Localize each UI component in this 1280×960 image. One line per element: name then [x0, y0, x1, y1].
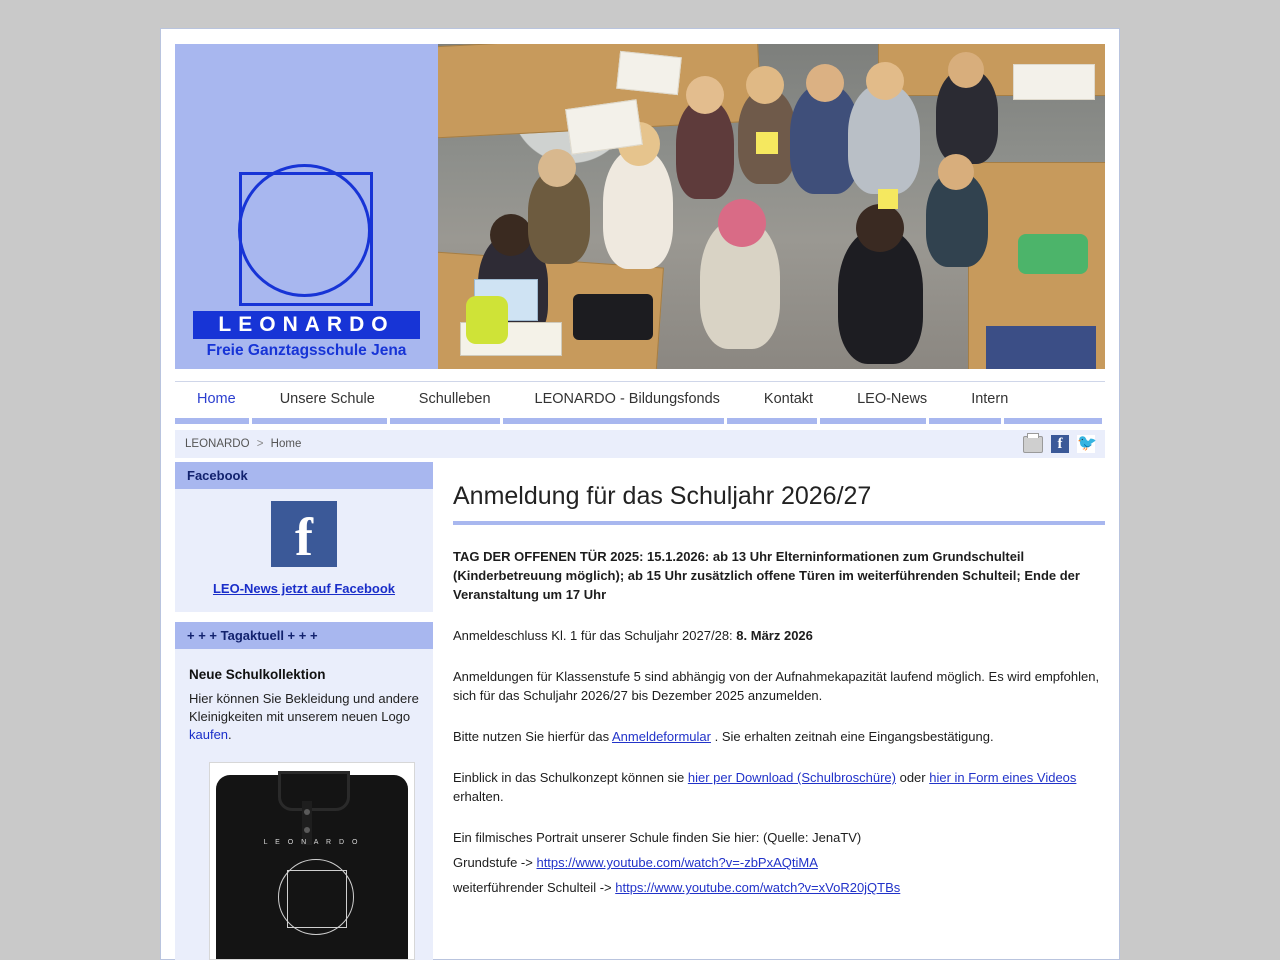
open-day-notice-text: TAG DER OFFENEN TÜR 2025: 15.1.2026: ab 13 Uhr Elterninformationen zum Grundschulteil (Kinderbetreuung möglich); ab 15 Uhr zusätzlich offene Türen im weiterführenden Schulteil; Ende der Veranstaltung um 17 Uhr	[453, 549, 1080, 602]
concept-paragraph	[453, 768, 1105, 806]
sidebar-facebook-link[interactable]: LEO-News jetzt auf Facebook	[212, 581, 396, 596]
shirt-emblem-text: L E O N A R D O	[263, 839, 361, 846]
concept-text-middle: oder	[895, 770, 930, 785]
main-article	[453, 462, 1105, 903]
page-title: Anmeldung für das Schuljahr 2026/27	[453, 482, 872, 510]
photo-student-head	[856, 204, 904, 252]
nav-item-home[interactable]: Home	[197, 391, 236, 407]
portrait-grundstufe	[453, 853, 1105, 872]
photo-sticky-note	[756, 132, 778, 154]
title-rule	[453, 521, 1105, 525]
weiterfuehrend-video-link[interactable]: https://www.youtube.com/watch?v=xVoR20jQTBs	[615, 880, 901, 895]
sidebar-buy-link[interactable]: kaufen	[189, 727, 229, 742]
page-content	[175, 462, 1105, 960]
polo-shirt-graphic	[216, 775, 408, 960]
registration-deadline	[453, 626, 1105, 645]
nav-item-kontakt[interactable]: Kontakt	[763, 391, 814, 407]
twitter-icon[interactable]: 🐦	[1077, 435, 1097, 452]
nav-underline-segment	[820, 418, 926, 424]
print-icon[interactable]	[1023, 436, 1043, 453]
deadline-date: 8. März 2026	[736, 628, 813, 643]
grundstufe-label: Grundstufe ->	[453, 855, 537, 870]
form-text-before: Bitte nutzen Sie hierfür das	[453, 729, 612, 744]
shirt-emblem-square	[287, 870, 347, 928]
sidebar-collection-text-after: .	[228, 727, 232, 742]
photo-bottle	[466, 296, 508, 344]
sidebar-tagaktuell-block	[175, 649, 433, 960]
form-paragraph	[453, 727, 1105, 746]
nav-item-bildungsfonds[interactable]: LEONARDO - Bildungsfonds	[534, 391, 720, 407]
photo-student-head	[686, 76, 724, 114]
photo-student-head	[538, 149, 576, 187]
breadcrumb-trail	[185, 438, 301, 450]
sidebar-tagaktuell-title: + + + Tagaktuell + + +	[175, 622, 433, 649]
concept-text-before: Einblick in das Schulkonzept können sie	[453, 770, 688, 785]
main-navigation[interactable]	[175, 381, 1105, 418]
facebook-icon[interactable]: f	[1051, 435, 1069, 453]
sidebar-collection-text	[189, 690, 421, 744]
photo-student-head	[490, 214, 532, 256]
nav-underline-segment	[252, 418, 387, 424]
photo-bag	[986, 326, 1096, 369]
concept-text-after: erhalten.	[453, 789, 504, 804]
deadline-label: Anmeldeschluss Kl. 1 für das Schuljahr 2027/28:	[453, 628, 737, 643]
photo-case	[1018, 234, 1088, 274]
header-photo-classroom	[438, 44, 1105, 369]
form-text-after: . Sie erhalten zeitnah eine Eingangsbestätigung.	[710, 729, 994, 744]
sidebar-facebook-block	[175, 489, 433, 612]
brochure-download-link[interactable]: hier per Download (Schulbroschüre)	[687, 770, 896, 785]
nav-item-schulleben[interactable]: Schulleben	[418, 391, 491, 407]
photo-paper	[616, 51, 682, 95]
portrait-weiterfuehrend	[453, 878, 1105, 897]
shirt-button	[304, 827, 310, 833]
photo-student-head	[866, 62, 904, 100]
nav-underline	[175, 418, 1105, 424]
open-day-notice	[453, 547, 1105, 604]
site-header	[175, 44, 1105, 369]
nav-item-leo-news[interactable]: LEO-News	[857, 391, 928, 407]
breadcrumb	[175, 430, 1105, 458]
photo-paper	[1013, 64, 1095, 100]
grundstufe-video-link[interactable]: https://www.youtube.com/watch?v=-zbPxAQtiMA	[536, 855, 818, 870]
photo-student-head	[746, 66, 784, 104]
grade5-paragraph: Anmeldungen für Klassenstufe 5 sind abhängig von der Aufnahmekapazität laufend möglich. Es wird empfohlen, sich für das Schuljahr 2026/27 bis Dezember 2025 anzumelden.	[453, 669, 1100, 703]
photo-student	[603, 149, 673, 269]
sidebar-collection-text-before: Hier können Sie Bekleidung und andere Kleinigkeiten mit unserem neuen Logo	[189, 691, 419, 724]
school-logo[interactable]	[175, 44, 438, 369]
photo-student-head	[718, 199, 766, 247]
photo-student	[676, 99, 734, 199]
nav-underline-segment	[503, 418, 724, 424]
shirt-button	[304, 809, 310, 815]
anmeldeformular-link[interactable]: Anmeldeformular	[611, 729, 711, 744]
logo-circle-icon	[238, 164, 371, 297]
nav-item-unsere-schule[interactable]: Unsere Schule	[279, 391, 375, 407]
nav-underline-segment	[390, 418, 500, 424]
photo-student-head	[938, 154, 974, 190]
breadcrumb-current: Home	[270, 438, 302, 450]
photo-student	[848, 84, 920, 194]
shirt-collar	[278, 771, 350, 811]
nav-item-intern[interactable]: Intern	[971, 391, 1009, 407]
sidebar	[175, 462, 433, 960]
facebook-icon[interactable]: f	[271, 501, 337, 567]
sidebar-shirt-image[interactable]	[209, 762, 415, 960]
site-container	[160, 28, 1120, 960]
portrait-intro: Ein filmisches Portrait unserer Schule finden Sie hier: (Quelle: JenaTV)	[453, 830, 862, 845]
shirt-emblem-icon	[278, 859, 354, 935]
weiterfuehrend-label: weiterführender Schulteil ->	[453, 880, 616, 895]
nav-underline-segment	[727, 418, 817, 424]
photo-student-head	[806, 64, 844, 102]
photo-student-head	[948, 52, 984, 88]
nav-underline-segment	[929, 418, 1001, 424]
photo-bag	[573, 294, 653, 340]
breadcrumb-root[interactable]: LEONARDO	[185, 438, 250, 450]
nav-underline-segment	[1004, 418, 1102, 424]
concept-video-link[interactable]: hier in Form eines Videos	[929, 770, 1077, 785]
photo-sticky-note	[878, 189, 898, 209]
logo-subtitle: Freie Ganztagsschule Jena	[206, 342, 407, 359]
breadcrumb-separator: >	[256, 438, 264, 450]
logo-wordmark: LEONARDO	[193, 311, 420, 339]
breadcrumb-actions	[1023, 435, 1095, 453]
sidebar-collection-heading: Neue Schulkollektion	[189, 667, 326, 682]
nav-underline-segment	[175, 418, 249, 424]
sidebar-facebook-title: Facebook	[175, 462, 433, 489]
